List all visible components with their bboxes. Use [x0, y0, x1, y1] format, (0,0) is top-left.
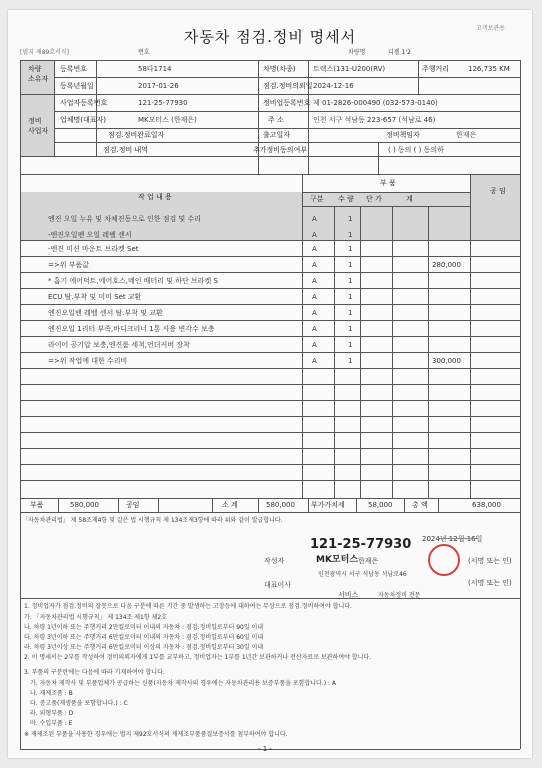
row-2-work: -엔진오일팬 오일 레벨 센서 — [48, 231, 132, 239]
vat-label: 부가가치세 — [311, 501, 345, 509]
row-8-qty: 1 — [348, 325, 353, 333]
model-value: 트랙스(131-U200(RV) — [313, 65, 386, 73]
serial-label: 번호 — [138, 49, 150, 56]
owner-label-1: 차량 — [28, 65, 42, 73]
work-header: 작 업 내 용 — [138, 193, 172, 201]
biz-reg-number-large: 121-25-77930 — [310, 537, 412, 552]
row-5-qty: 1 — [348, 277, 353, 285]
business-gray — [20, 94, 54, 156]
row-3-qty: 1 — [348, 245, 353, 253]
row-1-type: A — [312, 215, 317, 223]
row-9-qty: 1 — [348, 341, 353, 349]
row-10-type: A — [312, 357, 317, 365]
biz-name-value: MK모터스 (한재은) — [138, 116, 197, 124]
manager-value: 한재은 — [456, 131, 477, 139]
legal-note: 「자동차관리법」 제 58조제4항 및 같은 법 시행규칙 제 134조제3항에 따라 위와 같이 발급합니다. — [22, 517, 283, 524]
sign-address: 인천광역시 서구 석남동 석남로46 — [318, 571, 407, 578]
labor-header-gray — [470, 174, 520, 240]
row-8-work: 엔진오일 1리터 부족,바디크리너 1통 사용 변각수 보충 — [48, 325, 215, 333]
note-3-ra: 라. 외형부품 : D — [30, 710, 74, 717]
row-9-type: A — [312, 341, 317, 349]
vehicle-type-label: 차량명 — [348, 49, 366, 56]
col-unit-header: 단 가 — [366, 195, 382, 203]
row-7-type: A — [312, 309, 317, 317]
service-statement-document — [8, 10, 532, 758]
release-date-label: 출고일자 — [263, 131, 291, 139]
manager-label: 정비책임자 — [386, 131, 420, 139]
row-1-work: 엔진 오일 누유 및 차체진동으로 인한 점검 및 수리 — [48, 215, 202, 223]
grand-total-label: 총 액 — [412, 501, 428, 509]
page-number: - 1 - — [258, 745, 272, 753]
sign-or-seal-1: (서명 또는 인) — [468, 557, 512, 565]
note-1-2: 나. 차령 1년이하 또는 주행거리 2만킬로미터 이내의 자동차 : 점검.정비일로부터 90일 이내 — [24, 624, 264, 631]
row-10-work: =>위 작업에 대한 수리비 — [48, 357, 128, 365]
row-2-type: A — [312, 231, 317, 239]
row-9-work: 라이어 공기압 보충,엔진룸 세척,언더커버 장착 — [48, 341, 190, 349]
writer-name: MK모터스 — [316, 555, 359, 565]
representative-name: 서비스 — [338, 591, 359, 599]
sign-or-seal-2: (서명 또는 인) — [468, 579, 512, 587]
note-3-ga: 가. 자동차 제작사 및 부품업체가 공급하는 신품(자동차 제작사의 경우에는 자동차관리용 보증부품을 포함합니다.) : A — [30, 680, 337, 687]
mileage-label: 주행거리 — [422, 65, 450, 73]
document-title: 자동차 점검.정비 명세서 — [183, 28, 357, 46]
consent-options: ( ) 동의 ( ) 동의하 — [388, 146, 444, 154]
service-date-label: 점검.정비의뢰일 — [263, 82, 313, 90]
row-10-sum: 300,000 — [432, 357, 461, 365]
row-10-qty: 1 — [348, 357, 353, 365]
form-no: 고객보관용 — [476, 25, 505, 32]
model-label: 차명(차종) — [263, 65, 296, 73]
col-type-header: 구분 — [310, 195, 324, 203]
labor-header: 공 임 — [490, 187, 506, 195]
note-3-na: 나. 재제조품 : B — [30, 690, 73, 697]
note-3-ma: 마. 수입부품 : E — [30, 720, 73, 727]
col-sum-header: 계 — [406, 195, 413, 203]
row-6-work: ECU 탈.부착 및 미미 Set 교환 — [48, 293, 142, 301]
reg-no-label: 등록번호 — [60, 65, 88, 73]
note-footer: ※ 재제조된 부품을 사용한 경우에는 별지 제92호서식의 재제조부품품질보증서를 첨부하여야 합니다. — [24, 731, 288, 738]
row-2-qty: 1 — [348, 231, 353, 239]
parts-header: 부 품 — [380, 179, 396, 187]
phone-value: 제 01-2826-000490 (032-573-0140) — [313, 99, 438, 107]
biz-reg-value: 121-25-77930 — [138, 99, 188, 107]
sum-label: 소 계 — [222, 501, 238, 509]
parts-total-value: 580,000 — [70, 501, 99, 509]
business-label-1: 정비 — [28, 117, 42, 125]
signature-line — [438, 538, 478, 539]
row-6-type: A — [312, 293, 317, 301]
business-label-2: 사업자 — [28, 127, 49, 135]
row-4-qty: 1 — [348, 261, 353, 269]
biz-reg-label: 사업자등록번호 — [60, 99, 108, 107]
row-8-type: A — [312, 325, 317, 333]
labor-total-label: 공임 — [126, 501, 140, 509]
row-4-type: A — [312, 261, 317, 269]
row-5-work: * 흡기 에어덕트,에어호스,메인 배터리 및 하단 브라켓 S — [48, 277, 218, 285]
representative-label: 대표이사 — [264, 581, 292, 589]
note-1-3: 다. 차령 3년이하 또는 주행거리 6만킬로미터 이내의 자동차 : 점검.정비일로부터 60일 이내 — [24, 634, 264, 641]
reg-date-label: 등록년월일 — [60, 82, 94, 90]
phone-label: 정비업등록번호 — [263, 99, 311, 107]
form-subtitle: [별지 제89호서식] — [20, 49, 69, 56]
grand-total-value: 638,000 — [472, 501, 501, 509]
sum-value: 580,000 — [266, 501, 295, 509]
note-3: 3. 부품의 구분란에는 다음에 따라 기재하여야 합니다. — [24, 669, 165, 676]
extra-service-label: 추가정비동의여부 — [253, 146, 308, 154]
row-7-qty: 1 — [348, 309, 353, 317]
writer-label: 작성자 — [264, 557, 285, 565]
company-seal — [428, 544, 460, 576]
reg-date-value: 2017-01-26 — [138, 82, 179, 90]
address-label: 주 소 — [268, 116, 284, 124]
recipient-note: 자동차정비 전문 — [378, 592, 421, 599]
vat-value: 58,000 — [368, 501, 393, 509]
writer-mark: 한재은 — [358, 557, 379, 565]
note-3-da: 다. 중고품(재생품을 포함합니다.) : C — [30, 700, 128, 707]
note-1-1: 가. 「자동차관리법 시행규칙」 제 134조 제1항 제2호 — [24, 614, 167, 621]
row-7-work: 엔진오일팬 레벨 센서 탈.부착 및 교환 — [48, 309, 163, 317]
note-2: 2. 이 명세서는 2부를 작성하여 정비의뢰자에게 1부를 교부하고, 정비업자는 1부를 1년간 보관하거나 전산자료로 보관하여야 합니다. — [24, 654, 372, 661]
row-4-work: =>위 부품값 — [48, 261, 90, 269]
row-3-work: -엔진 미션 마운트 브라켓 Set — [48, 245, 139, 253]
row-5-type: A — [312, 277, 317, 285]
row-3-type: A — [312, 245, 317, 253]
row-6-qty: 1 — [348, 293, 353, 301]
mileage-value: 126,735 KM — [468, 65, 510, 73]
parts-total-label: 부품 — [30, 501, 44, 509]
note-1-4: 라. 차령 3년이상 또는 주행거리 6만킬로미터 이상의 자동차 : 점검.정비일로부터 30일 이내 — [24, 644, 264, 651]
row-1-qty: 1 — [348, 215, 353, 223]
row-4-sum: 280,000 — [432, 261, 461, 269]
note-1-0: 1. 정비업자가 점검.정비의 잘못으로 다음 구분에 따른 기간 중 발생하는 고장등에 대하여는 무상으로 점검.정비하여야 합니다. — [24, 603, 352, 610]
vehicle-type-value: 디젤 1'2 — [388, 49, 411, 56]
reg-no-value: 58다1714 — [138, 65, 172, 73]
col-qty-header: 수 량 — [338, 195, 354, 203]
address-value: 인천 서구 석남동 223-657 (석남로 46) — [313, 116, 436, 124]
service-details-label: 점검.정비 내역 — [103, 146, 149, 154]
owner-label-2: 소유자 — [28, 75, 49, 83]
service-date-value: 2024-12-16 — [313, 82, 354, 90]
sign-date: 2024년 12월 16일 — [422, 535, 483, 543]
biz-name-label: 업체명(대표자) — [60, 116, 107, 124]
completion-date-label: 점검.정비완료일자 — [108, 131, 165, 139]
